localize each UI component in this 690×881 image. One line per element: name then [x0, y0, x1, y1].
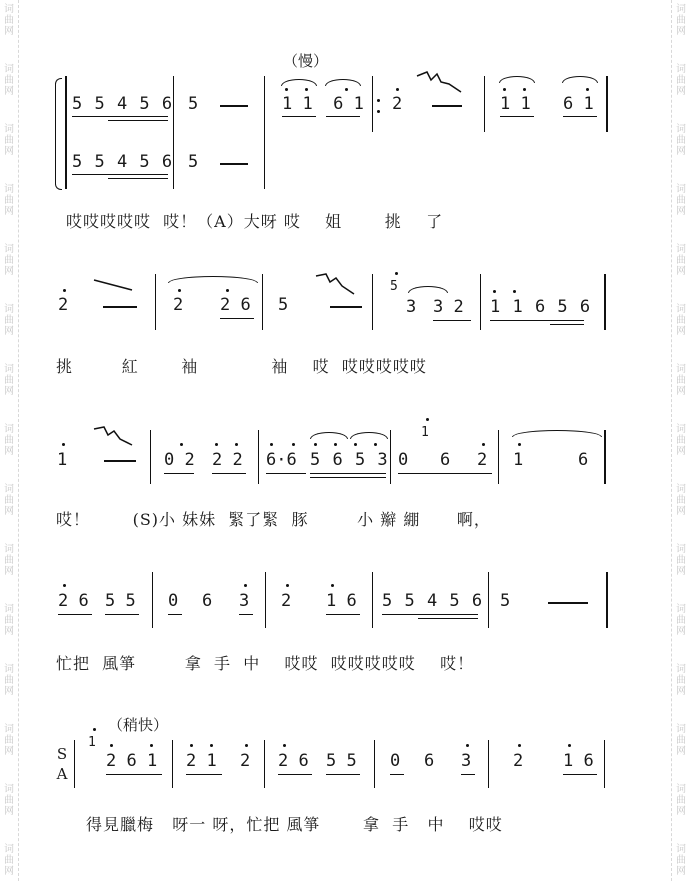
high-octave-dot — [62, 443, 65, 446]
watermark-char: 词 — [4, 724, 14, 735]
beam-underline — [108, 120, 168, 121]
beam-underline — [382, 614, 478, 615]
watermark-char: 曲 — [676, 375, 686, 386]
high-octave-dot — [235, 443, 238, 446]
repeat-dot — [377, 110, 380, 113]
voice-label-soprano: S — [56, 745, 68, 763]
note-group: 5 6 5 3 — [310, 450, 389, 470]
high-octave-dot — [345, 88, 348, 91]
watermark-char: 曲 — [676, 795, 686, 806]
high-octave-dot — [283, 744, 286, 747]
high-octave-dot — [518, 443, 521, 446]
bar-line — [488, 740, 489, 788]
lyrics-line-4: 忙把 風箏 拿 手 中 哎哎 哎哎哎哎哎 哎！ — [56, 654, 475, 673]
watermark-char: 网 — [676, 146, 686, 157]
bar-line — [155, 274, 156, 330]
watermark-char: 曲 — [4, 795, 14, 806]
beam-underline — [58, 614, 92, 615]
watermark-char: 网 — [4, 26, 14, 37]
note: 1 — [57, 450, 68, 470]
watermark-block — [675, 844, 687, 877]
watermark-block — [675, 304, 687, 337]
watermark-char: 词 — [4, 544, 14, 555]
beam-underline — [105, 614, 139, 615]
beam-underline — [72, 116, 168, 117]
high-octave-dot — [178, 289, 181, 292]
watermark-char: 词 — [4, 424, 14, 435]
beam-underline — [310, 477, 386, 478]
watermark-char: 词 — [676, 844, 686, 855]
watermark-block — [3, 184, 15, 217]
note-group: 2 1 — [186, 751, 217, 771]
high-octave-dot — [395, 272, 398, 275]
watermark-char: 曲 — [676, 555, 686, 566]
high-octave-dot — [226, 289, 229, 292]
high-octave-dot — [374, 443, 377, 446]
note-group: 6·6 — [266, 450, 297, 470]
high-octave-dot — [586, 88, 589, 91]
note: 1 — [513, 450, 524, 470]
bar-line — [498, 430, 499, 484]
bar-line — [604, 430, 606, 484]
beam-underline — [563, 116, 597, 117]
slur — [168, 276, 258, 283]
slur — [310, 432, 348, 439]
beam-underline — [500, 116, 534, 117]
high-octave-dot — [518, 744, 521, 747]
watermark-char: 曲 — [676, 75, 686, 86]
watermark-char: 曲 — [4, 735, 14, 746]
lyrics-line-2: 挑 紅 袖 袖 哎 哎哎哎哎哎 — [56, 357, 427, 376]
note: 5 — [188, 152, 199, 172]
high-octave-dot — [210, 744, 213, 747]
watermark-char: 网 — [676, 686, 686, 697]
slur — [562, 76, 598, 83]
beam-underline — [186, 774, 222, 775]
watermark-block — [3, 604, 15, 637]
bar-line — [173, 76, 174, 189]
bar-line — [264, 740, 265, 788]
watermark-char: 词 — [676, 424, 686, 435]
watermark-char: 词 — [4, 64, 14, 75]
high-octave-dot — [334, 443, 337, 446]
note-group: 3 2 — [433, 297, 464, 317]
slur — [408, 286, 448, 293]
watermark-block — [675, 364, 687, 397]
note: 2 — [173, 295, 184, 315]
watermark-char: 网 — [4, 206, 14, 217]
high-octave-dot — [513, 290, 516, 293]
beam-underline — [326, 774, 360, 775]
note: 3 — [461, 751, 472, 771]
beam-underline — [310, 473, 386, 474]
bar-line — [264, 76, 265, 189]
watermark-char: 曲 — [4, 255, 14, 266]
beam-underline — [490, 320, 584, 321]
note: 6 — [424, 751, 435, 771]
watermark-char: 词 — [4, 124, 14, 135]
beam-underline — [266, 473, 306, 474]
note: 6 — [440, 450, 451, 470]
high-octave-dot — [292, 443, 295, 446]
sustain-dash — [104, 460, 136, 462]
note: 5 — [278, 295, 289, 315]
note-group: 5 5 4 5 6 — [72, 152, 174, 172]
watermark-char: 网 — [4, 626, 14, 637]
sustain-dash — [548, 602, 588, 604]
glissando-mark — [92, 276, 138, 296]
grace-note: 1 — [421, 425, 429, 440]
high-octave-dot — [180, 443, 183, 446]
watermark-char: 网 — [676, 866, 686, 877]
watermark-block — [675, 604, 687, 637]
bar-line — [604, 740, 605, 788]
high-octave-dot — [331, 584, 334, 587]
note-group: 1 1 6 5 6 — [490, 297, 592, 317]
high-octave-dot — [503, 88, 506, 91]
note-group: 2 6 1 — [106, 751, 158, 771]
watermark-char: 词 — [676, 304, 686, 315]
watermark-char: 网 — [676, 626, 686, 637]
watermark-char: 网 — [676, 86, 686, 97]
beam-underline — [433, 320, 471, 321]
lyrics-line-1: 哎哎哎哎哎 哎！（A）大呀 哎 姐 挑 了 — [66, 212, 444, 231]
watermark-char: 词 — [676, 544, 686, 555]
watermark-char: 曲 — [4, 315, 14, 326]
watermark-char: 词 — [4, 304, 14, 315]
high-octave-dot — [244, 584, 247, 587]
note: 3 — [239, 591, 250, 611]
bar-line — [150, 430, 151, 484]
bar-line — [374, 740, 375, 788]
watermark-block — [3, 244, 15, 277]
watermark-char: 网 — [676, 266, 686, 277]
beam-underline — [550, 324, 584, 325]
watermark-char: 曲 — [4, 435, 14, 446]
note-group: 5 5 4 5 6 — [382, 591, 484, 611]
grace-note: 1 — [88, 735, 96, 750]
high-octave-dot — [482, 443, 485, 446]
watermark-char: 网 — [4, 686, 14, 697]
watermark-char: 网 — [4, 566, 14, 577]
high-octave-dot — [190, 744, 193, 747]
high-octave-dot — [286, 584, 289, 587]
watermark-char: 词 — [4, 364, 14, 375]
slur — [281, 79, 317, 86]
note: 5 — [500, 591, 511, 611]
note: 2 — [477, 450, 488, 470]
glissando-mark — [314, 272, 360, 300]
watermark-char: 词 — [4, 664, 14, 675]
watermark-char: 词 — [4, 484, 14, 495]
beam-underline — [220, 318, 254, 319]
slur — [325, 79, 361, 86]
watermark-char: 网 — [4, 746, 14, 757]
watermark-block — [3, 424, 15, 457]
note: 3 — [406, 297, 417, 317]
high-octave-dot — [568, 744, 571, 747]
bar-line — [372, 274, 373, 330]
watermark-char: 曲 — [676, 135, 686, 146]
beam-underline — [239, 614, 253, 615]
watermark-block — [675, 64, 687, 97]
note-group: 1 1 — [500, 94, 531, 114]
watermark-char: 词 — [676, 64, 686, 75]
watermark-char: 词 — [4, 604, 14, 615]
note-group: 0 2 — [164, 450, 195, 470]
bar-line — [480, 274, 481, 330]
bar-line — [262, 274, 263, 330]
slur — [499, 76, 535, 83]
note-group: 2 6 — [220, 295, 251, 315]
note: 5 — [188, 94, 199, 114]
watermark-block — [675, 244, 687, 277]
watermark-block — [3, 4, 15, 37]
watermark-block — [3, 364, 15, 397]
tempo-marking-slow: （慢） — [283, 52, 329, 70]
note: 0 — [168, 591, 179, 611]
watermark-block — [675, 484, 687, 517]
watermark-block — [3, 784, 15, 817]
bar-line — [488, 572, 489, 628]
sustain-dash — [330, 306, 362, 308]
watermark-block — [3, 724, 15, 757]
note-group: 1 1 6 1 — [282, 94, 364, 114]
watermark-char: 网 — [4, 86, 14, 97]
watermark-char: 曲 — [4, 15, 14, 26]
bar-line — [172, 740, 173, 788]
note-group: 2 6 — [278, 751, 309, 771]
watermark-char: 词 — [676, 124, 686, 135]
beam-underline — [398, 473, 492, 474]
watermark-char: 曲 — [4, 75, 14, 86]
watermark-char: 曲 — [4, 555, 14, 566]
watermark-char: 网 — [4, 266, 14, 277]
note: 2 — [392, 94, 403, 114]
watermark-block — [675, 544, 687, 577]
watermark-char: 曲 — [4, 375, 14, 386]
glissando-mark — [415, 70, 465, 100]
watermark-block — [3, 664, 15, 697]
bar-line — [152, 572, 153, 628]
watermark-block — [3, 484, 15, 517]
watermark-char: 曲 — [4, 675, 14, 686]
note: 2 — [58, 295, 69, 315]
watermark-char: 曲 — [676, 495, 686, 506]
watermark-char: 网 — [676, 506, 686, 517]
tempo-marking-faster: （稍快） — [108, 716, 169, 734]
watermark-char: 曲 — [676, 435, 686, 446]
watermark-char: 网 — [676, 326, 686, 337]
beam-underline — [282, 116, 316, 117]
glissando-mark — [92, 425, 138, 451]
high-octave-dot — [150, 744, 153, 747]
watermark-block — [3, 844, 15, 877]
sustain-dash — [432, 105, 462, 107]
watermark-char: 曲 — [676, 15, 686, 26]
watermark-char: 网 — [676, 26, 686, 37]
beam-underline — [278, 774, 312, 775]
repeat-dot — [377, 99, 380, 102]
note-group: 5 5 4 5 6 — [72, 94, 174, 114]
high-octave-dot — [314, 443, 317, 446]
watermark-char: 曲 — [4, 855, 14, 866]
slur — [512, 430, 602, 437]
watermark-block — [675, 724, 687, 757]
beam-underline — [164, 473, 194, 474]
note: 2 — [240, 751, 251, 771]
watermark-char: 词 — [676, 4, 686, 15]
watermark-block — [675, 784, 687, 817]
bar-line — [606, 76, 608, 132]
note: 6 — [202, 591, 213, 611]
watermark-block — [3, 64, 15, 97]
sustain-dash — [220, 105, 248, 107]
note-group: 2 6 — [58, 591, 89, 611]
note-group: 5 5 — [326, 751, 357, 771]
beam-underline — [72, 174, 168, 175]
high-octave-dot — [466, 744, 469, 747]
watermark-char: 网 — [676, 386, 686, 397]
watermark-char: 词 — [676, 184, 686, 195]
sustain-dash — [103, 306, 137, 308]
high-octave-dot — [305, 88, 308, 91]
watermark-char: 词 — [676, 724, 686, 735]
high-octave-dot — [493, 290, 496, 293]
voice-label-alto: A — [56, 765, 68, 783]
watermark-char: 曲 — [4, 615, 14, 626]
watermark-block — [675, 124, 687, 157]
beam-underline — [106, 774, 162, 775]
note: 2 — [281, 591, 292, 611]
watermark-char: 曲 — [676, 615, 686, 626]
watermark-char: 词 — [676, 604, 686, 615]
watermark-block — [3, 304, 15, 337]
watermark-char: 网 — [4, 326, 14, 337]
watermark-char: 曲 — [676, 675, 686, 686]
bar-line — [372, 76, 373, 132]
high-octave-dot — [63, 584, 66, 587]
bar-line — [258, 430, 259, 484]
watermark-char: 曲 — [676, 255, 686, 266]
watermark-block — [3, 124, 15, 157]
beam-underline — [390, 774, 404, 775]
high-octave-dot — [523, 88, 526, 91]
note-group: 1 6 — [326, 591, 357, 611]
watermark-char: 词 — [676, 244, 686, 255]
note-group: 1 6 — [563, 751, 594, 771]
watermark-char: 网 — [676, 206, 686, 217]
note: 2 — [513, 751, 524, 771]
watermark-char: 词 — [676, 784, 686, 795]
watermark-char: 网 — [4, 386, 14, 397]
watermark-char: 词 — [676, 484, 686, 495]
bar-line — [265, 572, 266, 628]
sustain-dash — [220, 163, 248, 165]
beam-underline — [563, 774, 597, 775]
watermark-char: 网 — [4, 446, 14, 457]
slur — [350, 432, 388, 439]
watermark-char: 曲 — [676, 315, 686, 326]
note-group: 6 1 — [563, 94, 594, 114]
bar-line — [372, 572, 373, 628]
watermark-char: 词 — [4, 844, 14, 855]
high-octave-dot — [93, 728, 96, 731]
note-group: 2 2 — [212, 450, 243, 470]
high-octave-dot — [110, 744, 113, 747]
note-group: 5 5 — [105, 591, 136, 611]
watermark-block — [675, 184, 687, 217]
beam-underline — [461, 774, 475, 775]
watermark-char: 曲 — [4, 195, 14, 206]
note: 6 — [578, 450, 589, 470]
watermark-char: 网 — [4, 866, 14, 877]
beam-underline — [108, 178, 168, 179]
watermark-char: 网 — [676, 566, 686, 577]
high-octave-dot — [245, 744, 248, 747]
system-5-start-bar — [74, 740, 75, 788]
watermark-block — [675, 664, 687, 697]
watermark-char: 词 — [4, 4, 14, 15]
watermark-char: 曲 — [676, 855, 686, 866]
watermark-block — [675, 424, 687, 457]
lyrics-line-5: 得見臘梅 呀一 呀，忙把 風箏 拿 手 中 哎哎 — [86, 815, 503, 834]
watermark-char: 曲 — [676, 735, 686, 746]
watermark-char: 网 — [676, 806, 686, 817]
lyrics-line-3: 哎！ (S)小 妹妹 緊了緊 豚 小 辮 綳 啊， — [56, 510, 491, 529]
bar-line — [390, 430, 391, 484]
watermark-char: 网 — [676, 446, 686, 457]
watermark-char: 词 — [676, 364, 686, 375]
watermark-char: 网 — [4, 146, 14, 157]
beam-underline — [168, 614, 182, 615]
beam-underline — [212, 473, 246, 474]
watermark-char: 词 — [4, 784, 14, 795]
watermark-char: 词 — [676, 664, 686, 675]
watermark-char: 曲 — [676, 195, 686, 206]
watermark-char: 网 — [4, 806, 14, 817]
watermark-block — [3, 544, 15, 577]
watermark-char: 网 — [4, 506, 14, 517]
note: 0 — [390, 751, 401, 771]
watermark-char: 词 — [4, 184, 14, 195]
watermark-block — [675, 4, 687, 37]
high-octave-dot — [396, 88, 399, 91]
beam-underline — [326, 614, 360, 615]
system-1-brace — [55, 78, 62, 190]
bar-line — [484, 76, 485, 132]
watermark-char: 网 — [676, 746, 686, 757]
watermark-char: 曲 — [4, 495, 14, 506]
watermark-char: 曲 — [4, 135, 14, 146]
system-1-start-bar — [65, 76, 67, 189]
beam-underline — [326, 116, 360, 117]
high-octave-dot — [354, 443, 357, 446]
high-octave-dot — [426, 418, 429, 421]
note: 0 — [398, 450, 409, 470]
high-octave-dot — [285, 88, 288, 91]
bar-line — [604, 274, 606, 330]
bar-line — [606, 572, 608, 628]
high-octave-dot — [63, 289, 66, 292]
high-octave-dot — [215, 443, 218, 446]
grace-note: 5 — [390, 279, 398, 294]
watermark-char: 词 — [4, 244, 14, 255]
beam-underline — [418, 618, 478, 619]
high-octave-dot — [270, 443, 273, 446]
